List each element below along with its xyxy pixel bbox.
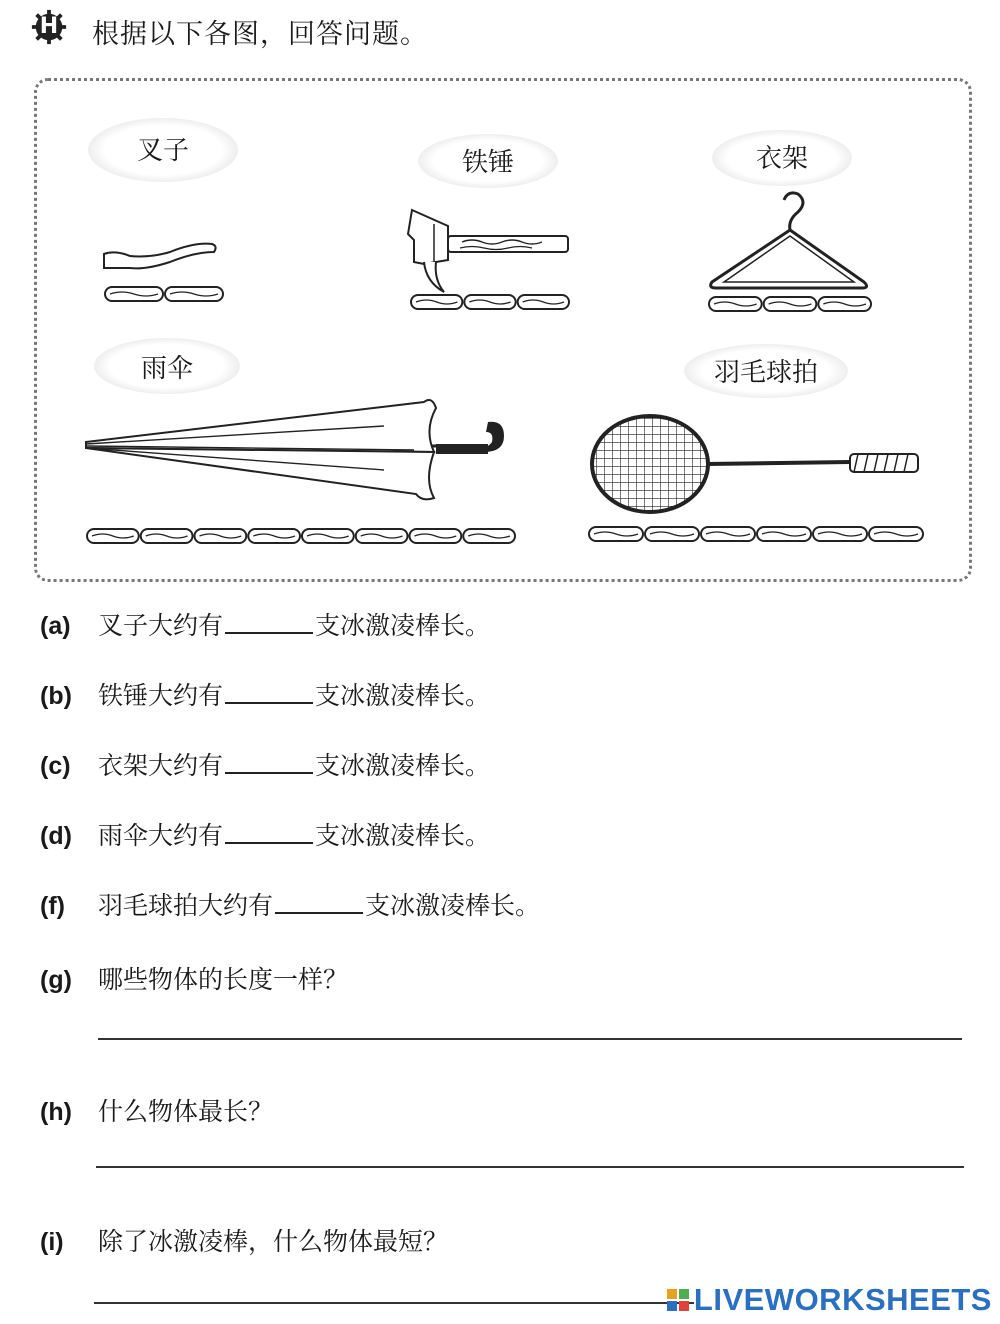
question-number: (f)	[40, 892, 65, 920]
hammer-icon	[404, 204, 574, 296]
watermark	[666, 1282, 992, 1318]
ice-cream-stick	[869, 527, 923, 541]
answer-blank[interactable]	[275, 892, 363, 914]
answer-blank[interactable]	[225, 612, 313, 634]
ice-cream-stick	[105, 287, 163, 301]
racket-stick-row	[588, 524, 924, 544]
ice-cream-stick	[141, 529, 193, 543]
ice-cream-stick	[709, 297, 762, 311]
racket-icon	[588, 410, 924, 520]
answer-line[interactable]	[96, 1166, 964, 1168]
ice-cream-stick	[589, 527, 643, 541]
umbrella-label: 雨伞	[140, 354, 193, 384]
question-d	[40, 816, 490, 852]
hanger-stick-row	[708, 294, 872, 314]
ice-cream-stick	[195, 529, 247, 543]
fork-stick-row	[104, 284, 224, 304]
question-c	[40, 746, 490, 782]
fork-label: 叉子	[136, 136, 189, 166]
ice-cream-stick	[463, 529, 515, 543]
answer-line[interactable]	[98, 1038, 962, 1040]
question-text: 什么物体最长？	[98, 1097, 274, 1126]
page-title: 根据以下各图，回答问题。	[92, 19, 428, 50]
question-suffix: 支冰激凌棒长。	[315, 751, 491, 780]
hanger-label: 衣架	[755, 144, 808, 174]
hanger-icon	[704, 190, 874, 296]
ice-cream-stick	[757, 527, 811, 541]
question-prefix: 衣架大约有	[98, 751, 224, 780]
question-g	[40, 960, 348, 996]
answer-blank[interactable]	[225, 822, 313, 844]
ice-cream-stick	[411, 295, 462, 309]
question-prefix: 铁锤大约有	[98, 681, 224, 710]
question-prefix: 羽毛球拍大约有	[98, 891, 274, 920]
question-number: (b)	[40, 682, 72, 710]
question-suffix: 支冰激凌棒长。	[315, 611, 491, 640]
question-a	[40, 606, 490, 642]
umbrella-stick-row	[86, 526, 516, 546]
question-number: (d)	[40, 822, 72, 850]
question-b	[40, 676, 490, 712]
question-number: (c)	[40, 752, 71, 780]
ice-cream-stick	[518, 295, 569, 309]
fork-icon	[100, 236, 220, 276]
section-badge: H	[39, 14, 59, 39]
answer-line[interactable]	[94, 1302, 694, 1304]
hammer-stick-row	[410, 292, 570, 312]
question-text: 哪些物体的长度一样？	[98, 965, 349, 994]
question-prefix: 雨伞大约有	[98, 821, 224, 850]
ice-cream-stick	[302, 529, 354, 543]
answer-blank[interactable]	[225, 682, 313, 704]
question-number: (h)	[40, 1098, 72, 1126]
ice-cream-stick	[165, 287, 223, 301]
ice-cream-stick	[701, 527, 755, 541]
ice-cream-stick	[356, 529, 408, 543]
umbrella-icon	[84, 390, 514, 506]
ice-cream-stick	[410, 529, 462, 543]
question-number: (g)	[40, 966, 72, 994]
ice-cream-stick	[813, 527, 867, 541]
racket-label: 羽毛球拍	[713, 358, 818, 388]
question-text: 除了冰激凌棒，什么物体最短？	[98, 1227, 449, 1256]
ice-cream-stick	[645, 527, 699, 541]
ice-cream-stick	[818, 297, 871, 311]
question-number: (i)	[40, 1228, 64, 1256]
ice-cream-stick	[464, 295, 515, 309]
question-number: (a)	[40, 612, 71, 640]
liveworksheets-logo-icon	[666, 1288, 690, 1312]
question-h	[40, 1092, 273, 1128]
question-suffix: 支冰激凌棒长。	[365, 891, 541, 920]
question-prefix: 叉子大约有	[98, 611, 224, 640]
ice-cream-stick	[248, 529, 300, 543]
watermark-text: LIVEWORKSHEETS	[693, 1282, 992, 1317]
answer-blank[interactable]	[225, 752, 313, 774]
question-suffix: 支冰激凌棒长。	[315, 681, 491, 710]
question-i	[40, 1222, 448, 1258]
ice-cream-stick	[87, 529, 139, 543]
ice-cream-stick	[764, 297, 817, 311]
question-suffix: 支冰激凌棒长。	[315, 821, 491, 850]
question-f	[40, 886, 540, 922]
hammer-label: 铁锤	[461, 148, 514, 178]
